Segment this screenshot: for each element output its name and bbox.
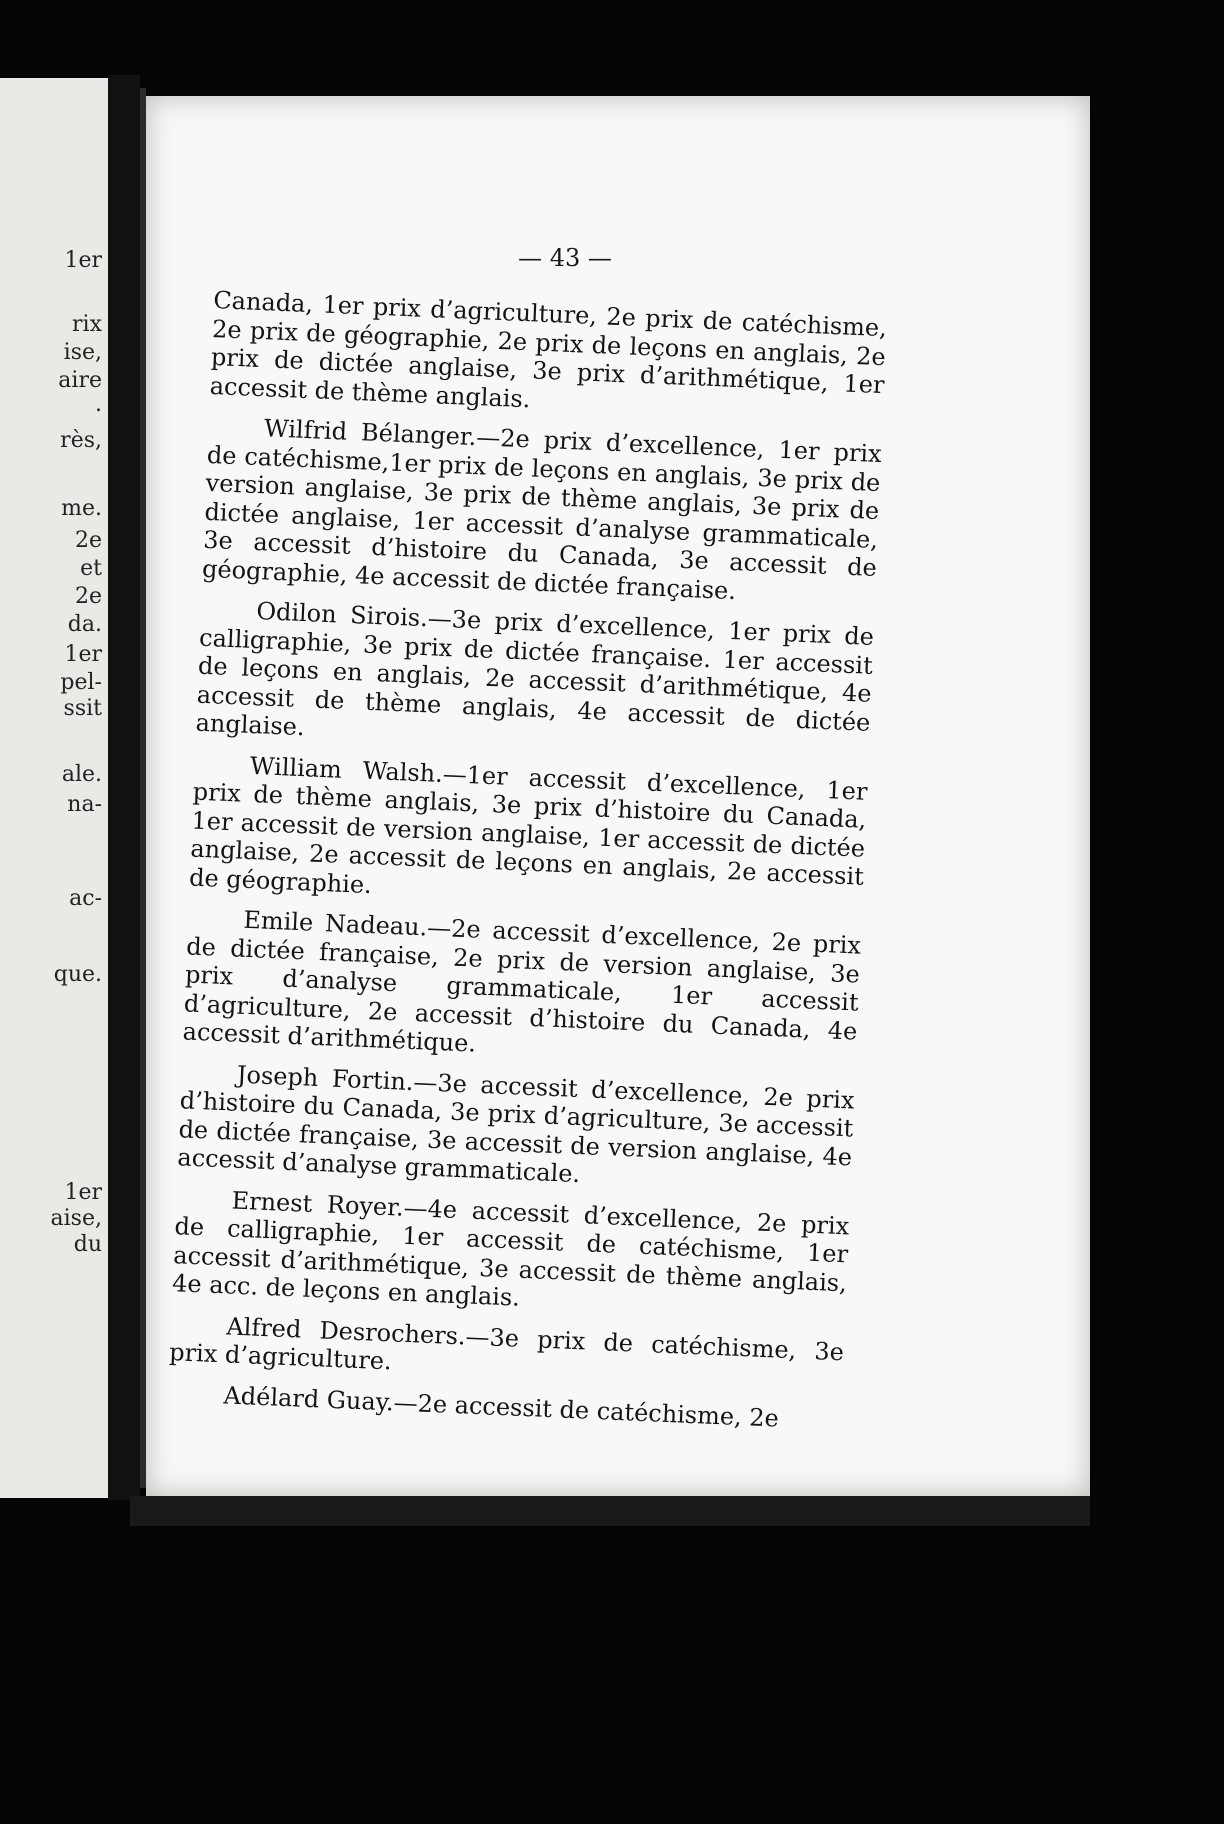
margin-fragment: que. [53, 962, 102, 987]
margin-fragment: me. [61, 496, 102, 521]
margin-fragment: 1er [64, 248, 102, 273]
paragraph [172, 1184, 850, 1326]
paragraph-text: —4e accessit d’excellence, 2e prix de calligraphie, 1er accessit de catéchisme, 1er accessit d’arithmétique, 3e accessit de thème anglais, 4e acc. de leçons en anglais. [171, 1193, 850, 1312]
margin-fragment: pel- [60, 670, 102, 695]
margin-fragment: . [95, 392, 102, 417]
book-gutter [108, 75, 140, 1500]
student-name: William Walsh. [249, 751, 444, 788]
margin-fragment: da. [67, 612, 102, 637]
student-name: Emile Nadeau. [242, 905, 428, 942]
margin-fragment: 1er [64, 1180, 102, 1205]
margin-fragment: ssit [63, 696, 102, 721]
margin-fragment: aise, [50, 1206, 102, 1231]
student-name: Alfred Desrochers. [225, 1311, 467, 1350]
margin-fragment: ise, [63, 340, 102, 365]
paragraph-text: —1er accessit d’excellence, 1er prix de thème anglais, 3e prix d’histoire du Canada, 1er accessit de version anglaise, 1er accessit de dictée anglaise, 2e accessit de leçons en anglais, 2e accessit de géographie. [188, 759, 868, 899]
student-name: Odilon Sirois. [255, 597, 429, 633]
page-bottom-edge [130, 1496, 1090, 1526]
paragraph-text: —2e prix d’excellence, 1er prix de catéchisme,1er prix de leçons en anglais, 3e prix de version anglaise, 3e prix de thème anglais, 3e prix de dictée anglaise, 1er accessit d’analyse grammaticale, 3e accessit d’histoire du Canada, 3e accessit de géographie, 4e accessit de dictée française. [201, 423, 883, 605]
paragraph-text: —2e accessit de catéchisme, 2e [393, 1388, 780, 1433]
margin-fragment: du [73, 1232, 102, 1257]
student-name: Wilfrid Bélanger. [263, 414, 477, 452]
margin-fragment: et [80, 556, 102, 581]
margin-fragment: 2e [74, 528, 102, 553]
page-body [167, 286, 888, 1447]
paragraph [195, 595, 874, 766]
margin-fragment: 2e [74, 584, 102, 609]
student-name: Joseph Fortin. [236, 1060, 415, 1096]
margin-fragment: na- [67, 792, 102, 817]
student-name: Adélard Guay. [222, 1380, 395, 1416]
margin-fragment: rès, [60, 428, 102, 453]
paragraph-text: —3e prix d’excellence, 1er prix de calligraphie, 3e prix de dictée française. 1er accessit de leçons en anglais, 2e accessit d’arithmétique, 4e accessit de thème anglais, 4e accessit de dictée anglaise. [195, 604, 875, 742]
paragraph [202, 412, 883, 611]
page-number: — 43 — [518, 244, 612, 272]
margin-fragment: ac- [69, 886, 102, 911]
paragraph-text: —3e accessit d’excellence, 2e prix d’histoire du Canada, 3e prix d’agriculture, 3e accessit de dictée française, 3e accessit de version anglaise, 4e accessit d’analyse grammaticale. [176, 1067, 856, 1189]
paragraph [182, 903, 861, 1074]
paragraph-text: —3e prix de catéchisme, 3e prix d’agriculture. [168, 1321, 845, 1376]
margin-fragment: ale. [61, 762, 102, 787]
paragraph-text: —2e accessit d’excellence, 2e prix de dictée française, 2e prix de version anglaise, 3e prix d’analyse grammaticale, 1er accessit d’agriculture, 2e accessit d’histoire du Canada, 4e accessit d’arithmétique. [182, 913, 862, 1058]
paragraph-text: Canada, 1er prix d’agriculture, 2e prix de catéchisme, 2e prix de géographie, 2e prix de leçons en anglais, 2e prix de dictée anglaise, 3e prix d’arithmétique, 1er accessit de thème anglais. [209, 286, 888, 413]
paragraph [189, 749, 868, 920]
margin-fragment: rix [72, 312, 102, 337]
student-name: Ernest Royer. [231, 1186, 405, 1222]
margin-fragment: 1er [64, 642, 102, 667]
paragraph [177, 1058, 855, 1200]
previous-page-edge [0, 78, 108, 1498]
margin-fragment: aire [58, 368, 102, 393]
